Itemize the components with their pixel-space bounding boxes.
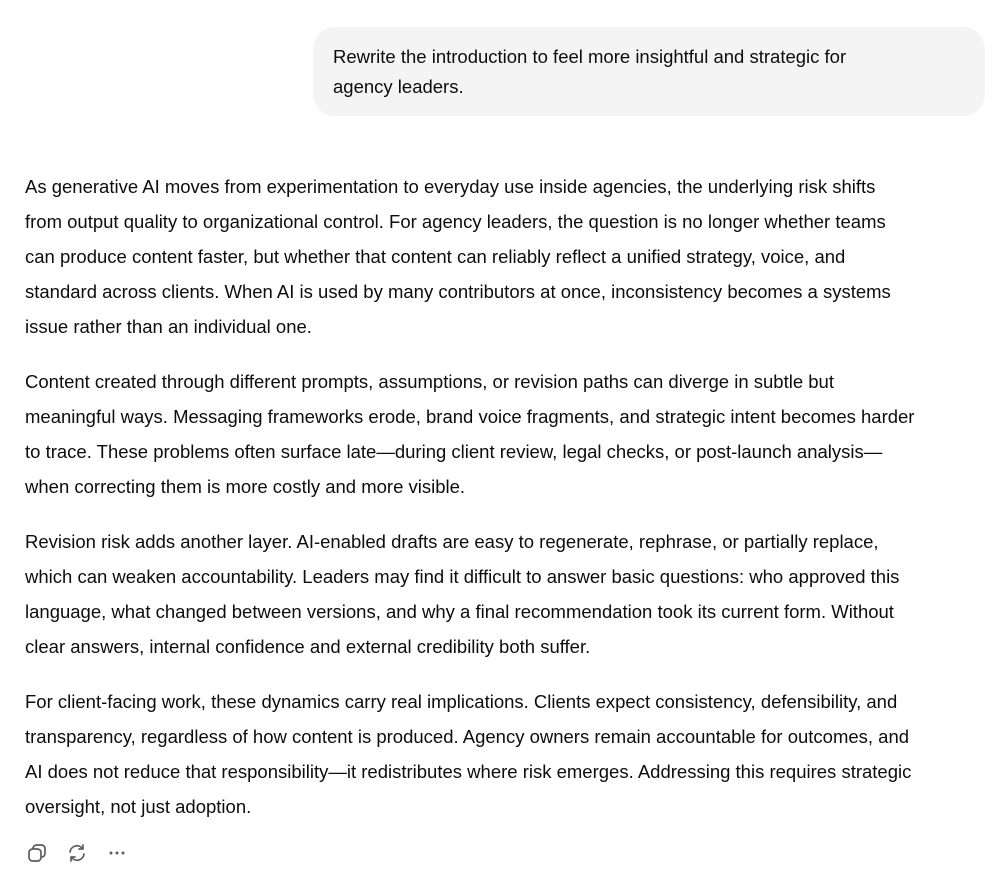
assistant-response bbox=[25, 169, 995, 844]
response-line: standard across clients. When AI is used by many contributors at once, inconsistency becomes a systems bbox=[25, 281, 891, 302]
response-line: Revision risk adds another layer. AI-enabled drafts are easy to regenerate, rephrase, or partially replace, bbox=[25, 531, 879, 552]
response-line: oversight, not just adoption. bbox=[25, 796, 252, 817]
response-paragraph bbox=[25, 364, 995, 504]
user-message-line: agency leaders. bbox=[333, 76, 464, 97]
response-paragraph bbox=[25, 524, 995, 664]
response-line: which can weaken accountability. Leaders may find it difficult to answer basic questions: who approved this bbox=[25, 566, 900, 587]
response-line: meaningful ways. Messaging frameworks erode, brand voice fragments, and strategic intent becomes harder bbox=[25, 406, 915, 427]
user-message-line: Rewrite the introduction to feel more insightful and strategic for bbox=[333, 46, 847, 67]
more-button[interactable] bbox=[106, 842, 128, 864]
response-line: issue rather than an individual one. bbox=[25, 316, 312, 337]
more-icon bbox=[106, 842, 128, 864]
regenerate-button[interactable] bbox=[66, 842, 88, 864]
response-line: As generative AI moves from experimentation to everyday use inside agencies, the underlying risk shifts bbox=[25, 176, 876, 197]
user-message-bubble bbox=[313, 27, 985, 116]
response-line: clear answers, internal confidence and external credibility both suffer. bbox=[25, 636, 591, 657]
response-line: to trace. These problems often surface late—during client review, legal checks, or post-launch analysis— bbox=[25, 441, 883, 462]
response-line: when correcting them is more costly and more visible. bbox=[25, 476, 466, 497]
copy-icon bbox=[26, 842, 48, 864]
response-line: can produce content faster, but whether that content can reliably reflect a unified strategy, voice, and bbox=[25, 246, 846, 267]
response-paragraph bbox=[25, 169, 995, 344]
response-line: transparency, regardless of how content is produced. Agency owners remain accountable for outcomes, and bbox=[25, 726, 910, 747]
regenerate-icon bbox=[66, 842, 88, 864]
response-actions bbox=[26, 842, 128, 864]
copy-button[interactable] bbox=[26, 842, 48, 864]
response-line: Content created through different prompts, assumptions, or revision paths can diverge in subtle but bbox=[25, 371, 834, 392]
response-line: language, what changed between versions, and why a final recommendation took its current form. Without bbox=[25, 601, 894, 622]
response-line: from output quality to organizational control. For agency leaders, the question is no longer whether teams bbox=[25, 211, 886, 232]
response-line: For client-facing work, these dynamics carry real implications. Clients expect consistency, defensibility, and bbox=[25, 691, 898, 712]
response-paragraph bbox=[25, 684, 995, 824]
response-line: AI does not reduce that responsibility—it redistributes where risk emerges. Addressing this requires strategic bbox=[25, 761, 912, 782]
